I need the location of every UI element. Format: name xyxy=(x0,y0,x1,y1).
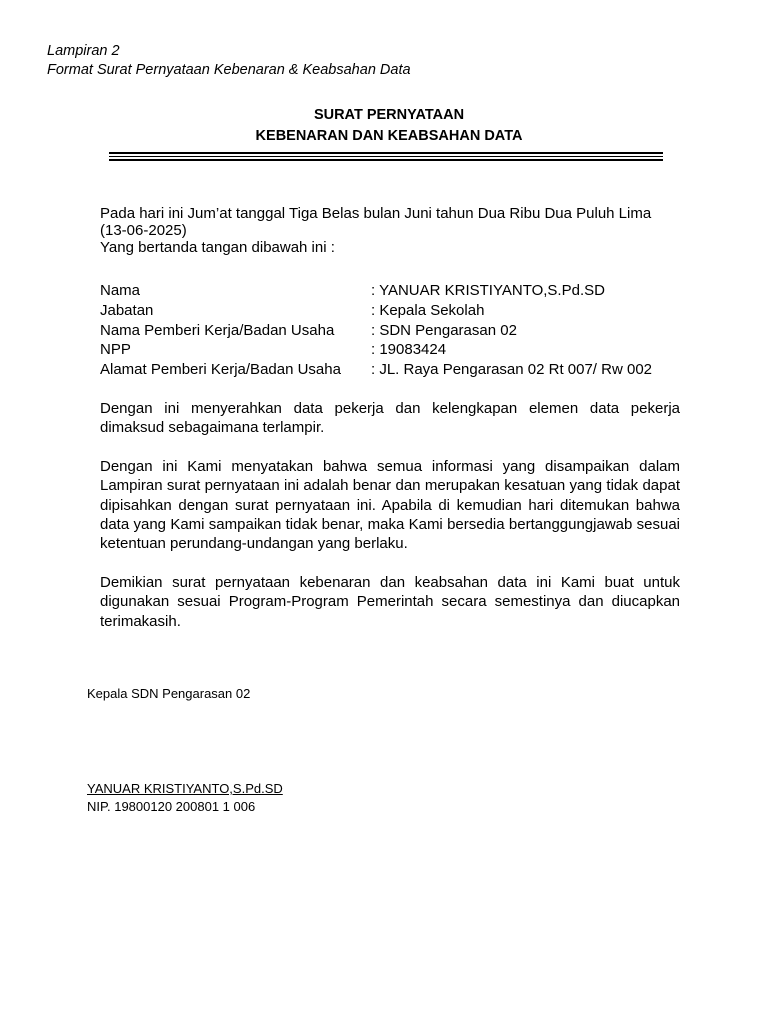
opening-statement xyxy=(100,205,680,256)
document-subtitle: KEBENARAN DAN KEABSAHAN DATA xyxy=(255,128,523,144)
opening-date-numeric: (13-06-2025) xyxy=(100,222,187,239)
field-value: : YANUAR KRISTIYANTO,S.Pd.SD xyxy=(371,282,605,299)
title-rule-bottom xyxy=(109,159,663,161)
attachment-header xyxy=(47,42,411,80)
field-label: Nama xyxy=(100,282,141,299)
field-label: Nama Pemberi Kerja/Badan Usaha xyxy=(100,321,335,339)
opening-signatory-intro: Yang bertanda tangan dibawah ini : xyxy=(100,239,335,256)
paragraph-closing: Demikian surat pernyataan kebenaran dan keabsahan data ini Kami buat untuk digunakan sesuai Program-Program Pemerintah secara semestinya dan diucapkan terimakasih. xyxy=(100,574,680,630)
attachment-format-title: Format Surat Pernyataan Kebenaran & Keabsahan Data xyxy=(47,62,411,78)
document-title: SURAT PERNYATAAN xyxy=(313,107,465,123)
paragraph-declaration: Dengan ini Kami menyatakan bahwa semua informasi yang disampaikan dalam Lampiran surat pernyataan ini adalah benar dan merupakan kesatuan yang tidak dapat dipisahkan dengan surat pernyataan ini. Apabila di kemudian hari ditemukan bahwa data yang Kami sampaikan tidak benar, maka Kami bersedia bertanggungjawab sesuai ketentuan perundang-undangan yang berlaku. xyxy=(100,458,680,553)
field-label: Alamat Pemberi Kerja/Badan Usaha xyxy=(100,361,341,379)
opening-date-line: Pada hari ini Jum’at tanggal Tiga Belas bulan Juni tahun Dua Ribu Dua Puluh Lima xyxy=(100,205,652,222)
field-value: : Kepala Sekolah xyxy=(371,301,485,319)
field-label: NPP xyxy=(100,341,131,359)
field-value: : 19083424 xyxy=(371,341,447,359)
field-value: : SDN Pengarasan 02 xyxy=(371,321,517,339)
field-label: Jabatan xyxy=(100,301,154,319)
title-rule-top xyxy=(109,152,663,154)
paragraph-data-submission: Dengan ini menyerahkan data pekerja dan kelengkapan elemen data pekerja dimaksud sebagaimana terlampir. xyxy=(100,400,680,437)
signatory-position: Kepala SDN Pengarasan 02 xyxy=(87,686,251,701)
attachment-label: Lampiran 2 xyxy=(47,43,120,59)
field-value: : JL. Raya Pengarasan 02 Rt 007/ Rw 002 xyxy=(371,361,653,379)
signatory-nip: NIP. 19800120 200801 1 006 xyxy=(87,799,256,814)
signatory-name: YANUAR KRISTIYANTO,S.Pd.SD xyxy=(87,781,283,796)
title-rule-middle xyxy=(109,156,663,157)
